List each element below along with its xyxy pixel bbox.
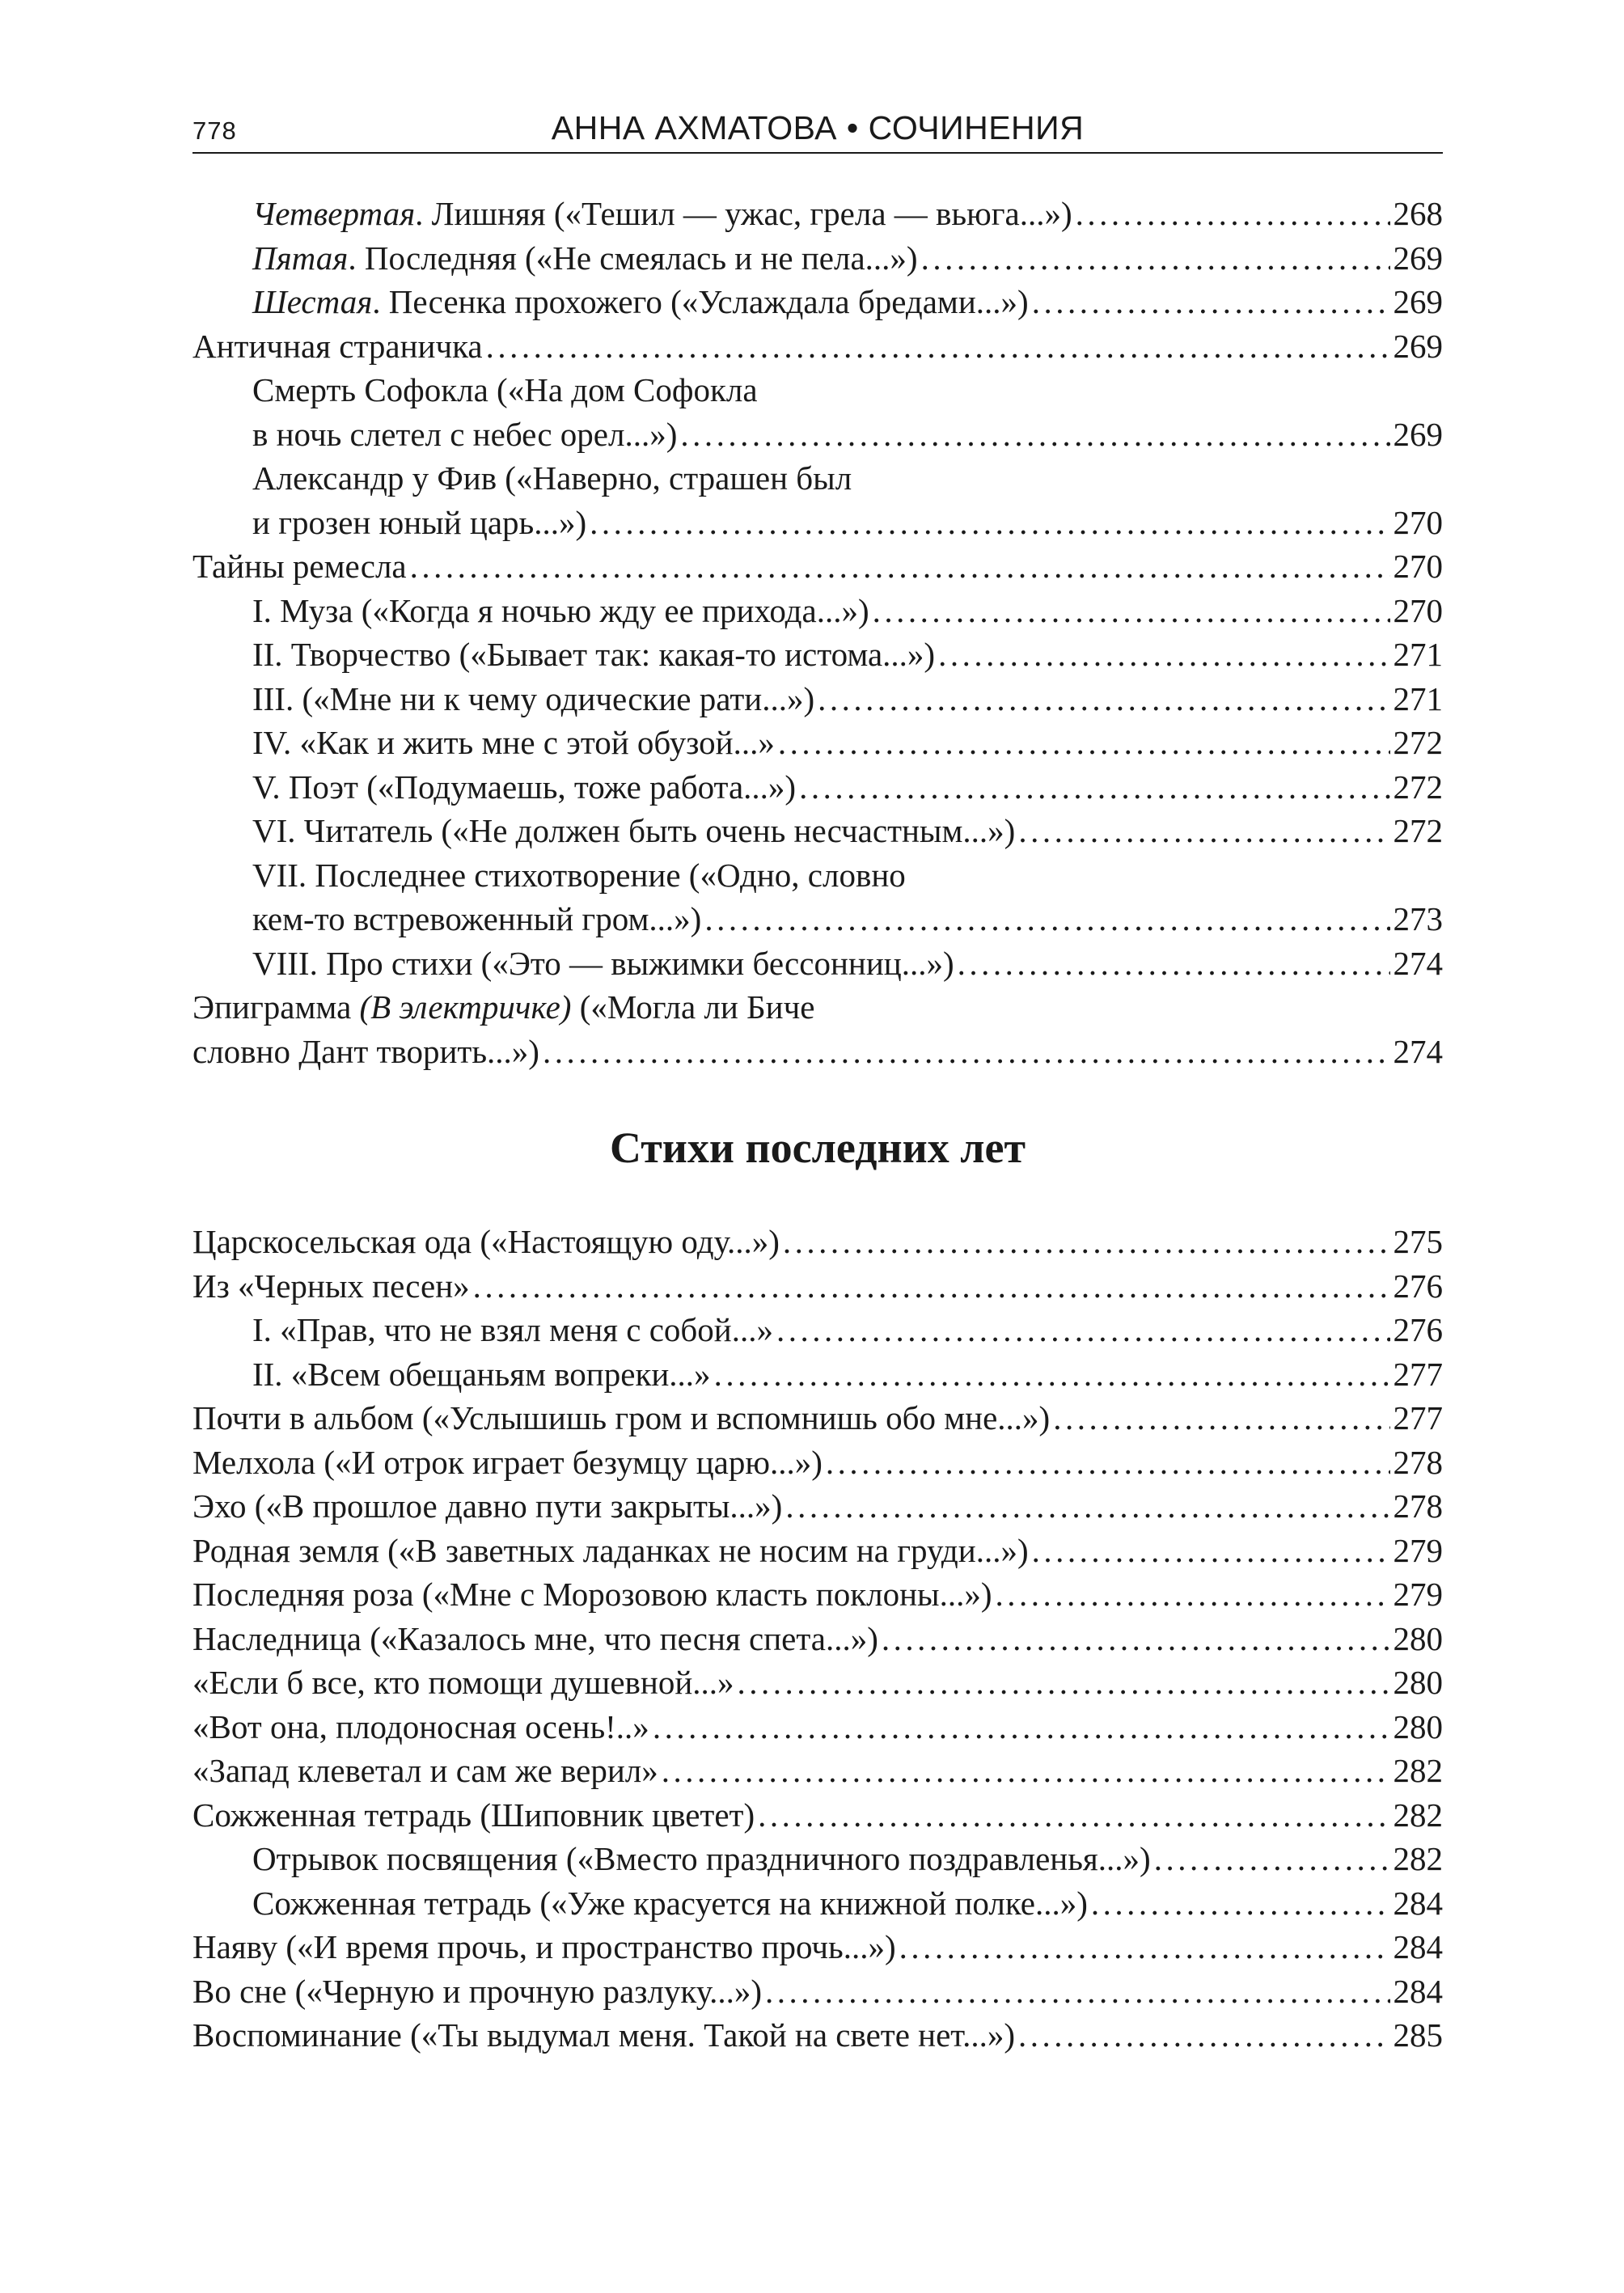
toc-entry-page: 280 (1393, 1619, 1443, 1657)
dot-leader (410, 544, 1390, 589)
toc-entry-page: 278 (1393, 1487, 1443, 1525)
dot-leader (996, 1572, 1390, 1617)
toc-entry-page: 272 (1393, 768, 1443, 806)
toc-entry (192, 1969, 1443, 2014)
toc-entry (192, 456, 1443, 501)
toc-entry (192, 941, 1443, 986)
toc-entry-title (252, 677, 814, 721)
dot-leader (680, 412, 1389, 457)
toc-entry (192, 721, 1443, 765)
toc-entry-page: 269 (1393, 415, 1443, 453)
toc-entry-text: I. Муза («Когда я ночью жду ее прихода...») (252, 591, 869, 629)
toc-entry-text: Царскосельская ода («Настоящую оду...») (192, 1223, 780, 1260)
toc-entry-page: 272 (1393, 812, 1443, 849)
toc-entry-title (192, 1484, 782, 1529)
toc-entry-text: VIII. Про стихи («Это — выжимки бессонниц...») (252, 944, 954, 982)
toc-entry-page: 268 (1393, 195, 1443, 232)
toc-entry-title (252, 765, 796, 810)
dot-leader (662, 1749, 1390, 1793)
toc-entry-text: . Последняя («Не смеялась и не пела...») (348, 239, 918, 277)
dot-leader (882, 1617, 1390, 1661)
toc-entry-text: VII. Последнее стихотворение («Одно, словно (252, 856, 906, 894)
toc-entry (192, 1441, 1443, 1485)
toc-entry-text: Эпиграмма (192, 988, 360, 1026)
toc-entry-page: 279 (1393, 1576, 1443, 1613)
dot-leader (590, 501, 1389, 545)
toc-entry-text: Александр у Фив («Наверно, страшен был (252, 459, 852, 497)
toc-entry (192, 897, 1443, 941)
toc-entry (192, 677, 1443, 721)
toc-entry (192, 1352, 1443, 1397)
toc-entry-text: V. Поэт («Подумаешь, тоже работа...») (252, 768, 797, 806)
toc-entry-title (252, 412, 677, 457)
toc-entry-page: 270 (1393, 591, 1443, 629)
toc-entry-title (192, 544, 407, 589)
toc-entry-title (252, 192, 1072, 236)
section-heading: Стихи последних лет (609, 1123, 1026, 1172)
toc-entry-page: 279 (1393, 1531, 1443, 1569)
toc-entry-text: Наследница («Казалось мне, что песня спета...») (192, 1619, 878, 1657)
toc-entry-text: «Вот она, плодоносная осень!..» (192, 1707, 649, 1745)
dot-leader (785, 1484, 1389, 1529)
toc-entry-text: Сожженная тетрадь (Шиповник цветет) (192, 1796, 755, 1834)
dot-leader (765, 1969, 1389, 2014)
toc-entry-text: Античная страничка (192, 327, 483, 365)
toc-entry-text: . Лишняя («Тешил — ужас, грела — вьюга...») (415, 195, 1072, 232)
toc-entry-page: 277 (1393, 1399, 1443, 1436)
toc-entry-italic: Пятая (252, 239, 349, 277)
toc-entry-page: 284 (1393, 1928, 1443, 1965)
toc-entry-page: 274 (1393, 1032, 1443, 1070)
toc-entry (192, 1396, 1443, 1441)
toc-entry (192, 1529, 1443, 1573)
toc-entry-text: кем-то встревоженный гром...») (252, 900, 702, 937)
toc-entry-text: IV. «Как и жить мне с этой обузой...» (252, 724, 775, 761)
toc-entry-page: 284 (1393, 1972, 1443, 2010)
toc-entry-page: 282 (1393, 1840, 1443, 1877)
dot-leader (1091, 1881, 1390, 1926)
toc-entry (192, 501, 1443, 545)
toc-entry-text: III. («Мне ни к чему одические рати...») (252, 679, 815, 717)
toc-entry-italic: Четвертая (252, 195, 416, 232)
toc-entry-text: («Могла ли Биче (571, 988, 815, 1026)
toc-entry (192, 1617, 1443, 1661)
toc-entry-text: Наяву («И время прочь, и пространство прочь...») (192, 1928, 896, 1965)
dot-leader (1032, 280, 1390, 324)
toc-entry-page: 285 (1393, 2016, 1443, 2054)
toc-entry (192, 1572, 1443, 1617)
toc-entry-text: «Запад клеветал и сам же верил» (192, 1752, 658, 1789)
toc-entry-text: Воспоминание («Ты выдумал меня. Такой на свете нет...») (192, 2016, 1016, 2054)
toc-entry-text: Мелхола («И отрок играет безумцу царю...») (192, 1443, 823, 1481)
toc-entry (192, 1484, 1443, 1529)
toc-entry-title (192, 1749, 658, 1793)
dot-leader (1053, 1396, 1389, 1441)
toc-entry (192, 809, 1443, 853)
toc-entry-page: 278 (1393, 1443, 1443, 1481)
dot-leader (714, 1352, 1390, 1397)
dot-leader (873, 589, 1390, 633)
dot-leader (738, 1661, 1390, 1705)
toc-entry (192, 1749, 1443, 1793)
toc-entry-title (252, 721, 775, 765)
toc-entry (192, 589, 1443, 633)
toc-entry-page: 280 (1393, 1707, 1443, 1745)
dot-leader (818, 677, 1389, 721)
toc-entry-title (192, 1661, 734, 1705)
toc-entry-title (252, 1308, 773, 1352)
toc-entry (192, 1264, 1443, 1309)
toc-entry (192, 324, 1443, 369)
toc-entry-page: 270 (1393, 503, 1443, 541)
toc-entry-text: и грозен юный царь...») (252, 503, 587, 541)
toc-entry-text: Отрывок посвящения («Вместо праздничного поздравленья...») (252, 1840, 1151, 1877)
toc-entry-title (252, 941, 954, 986)
toc-entry (192, 544, 1443, 589)
dot-leader (653, 1705, 1390, 1749)
dot-leader (776, 1308, 1390, 1352)
toc-entry (192, 1881, 1443, 1926)
toc-entry-title (192, 1572, 992, 1617)
toc-entry-title (252, 1881, 1088, 1926)
dot-leader (704, 897, 1389, 941)
toc-entry-title (252, 809, 1015, 853)
toc-entry-text: Смерть Софокла («На дом Софокла (252, 371, 758, 408)
toc-entry-text: Из «Черных песен» (192, 1267, 470, 1305)
dot-leader (543, 1030, 1390, 1074)
toc-entry-text: Почти в альбом («Услышишь гром и вспомнишь обо мне...») (192, 1399, 1051, 1436)
toc-entry-page: 275 (1393, 1223, 1443, 1260)
toc-entry (192, 985, 1443, 1030)
toc-entry-title (192, 2013, 1015, 2058)
toc-entry-title (192, 1969, 762, 2014)
toc-entry-text: словно Дант творить...») (192, 1032, 539, 1070)
toc-entry-title (252, 368, 758, 412)
toc-entry-text: Родная земля («В заветных ладанках не носим на груди...») (192, 1531, 1029, 1569)
toc-entry-text: Эхо («В прошлое давно пути закрыты...») (192, 1487, 783, 1525)
toc-entry (192, 1705, 1443, 1749)
dot-leader (938, 632, 1389, 677)
toc-entry-page: 269 (1393, 283, 1443, 320)
toc-entry-text: II. Творчество («Бывает так: какая-то истома...») (252, 636, 936, 673)
toc-entry-page: 282 (1393, 1752, 1443, 1789)
toc-entry (192, 2013, 1443, 2058)
toc-entry-title (252, 1837, 1151, 1881)
toc-entry (192, 1220, 1443, 1264)
dot-leader (473, 1264, 1390, 1309)
toc-entry (192, 192, 1443, 236)
toc-entry-text: II. «Всем обещаньям вопреки...» (252, 1355, 711, 1393)
toc-entry-title (192, 1030, 539, 1074)
toc-entry-text: VI. Читатель («Не должен быть очень несчастным...») (252, 812, 1016, 849)
toc-entry-page: 284 (1393, 1884, 1443, 1922)
toc-entry-title (192, 1396, 1050, 1441)
dot-leader (958, 941, 1390, 986)
toc-entry-page: 280 (1393, 1664, 1443, 1701)
toc-entry (192, 1030, 1443, 1074)
toc-entry-text: . Песенка прохожего («Услаждала бредами...») (372, 283, 1029, 320)
dot-leader (799, 765, 1389, 810)
toc-entry-title (192, 1220, 780, 1264)
toc-entry-text: «Если б все, кто помощи душевной...» (192, 1664, 734, 1701)
toc-entry-page: 277 (1393, 1355, 1443, 1393)
dot-leader (486, 324, 1390, 369)
toc-entry-title (192, 985, 814, 1030)
toc-entry-italic: (В электричке) (359, 988, 572, 1026)
toc-entry-title (192, 324, 483, 369)
toc-entry (192, 1837, 1443, 1881)
toc-entry (192, 1925, 1443, 1969)
dot-leader (783, 1220, 1390, 1264)
toc-entry-title (192, 1793, 755, 1838)
dot-leader (778, 721, 1390, 765)
toc-entry-italic: Шестая (252, 283, 373, 320)
toc-entry-page: 269 (1393, 327, 1443, 365)
dot-leader (921, 236, 1390, 281)
toc-entry-text: в ночь слетел с небес орел...») (252, 415, 678, 453)
toc-block-1 (192, 192, 1443, 1073)
toc-entry (192, 1793, 1443, 1838)
toc-entry-title (252, 589, 869, 633)
dot-leader (1018, 809, 1389, 853)
toc-entry-title (252, 280, 1029, 324)
dot-leader (899, 1925, 1390, 1969)
toc-entry (192, 280, 1443, 324)
toc-entry-text: I. «Прав, что не взял меня с собой...» (252, 1311, 773, 1348)
toc-entry-page: 276 (1393, 1311, 1443, 1348)
toc-entry-title (252, 456, 852, 501)
toc-entry (192, 368, 1443, 412)
toc-entry-title (192, 1705, 649, 1749)
toc-entry-page: 270 (1393, 548, 1443, 585)
toc-entry-title (252, 632, 935, 677)
toc-entry-title (252, 853, 906, 898)
toc-entry-title (252, 236, 918, 281)
toc-entry-title (192, 1264, 470, 1309)
dot-leader (1154, 1837, 1390, 1881)
toc-entry-text: Последняя роза («Мне с Морозовою класть поклоны...») (192, 1576, 992, 1613)
toc-entry-title (192, 1529, 1029, 1573)
toc-entry-page: 271 (1393, 636, 1443, 673)
toc-entry-text: Во сне («Черную и прочную разлуку...») (192, 1972, 763, 2010)
toc-entry (192, 765, 1443, 810)
toc-entry-page: 269 (1393, 239, 1443, 277)
toc-entry-page: 276 (1393, 1267, 1443, 1305)
toc-entry (192, 412, 1443, 457)
toc-entry-page: 271 (1393, 679, 1443, 717)
toc-entry-text: Сожженная тетрадь («Уже красуется на книжной полке...») (252, 1884, 1088, 1922)
toc-entry-page: 272 (1393, 724, 1443, 761)
toc-entry-page: 273 (1393, 900, 1443, 937)
page-header (192, 104, 1443, 154)
toc-entry-title (252, 1352, 711, 1397)
dot-leader (1032, 1529, 1390, 1573)
dot-leader (826, 1441, 1390, 1485)
dot-leader (758, 1793, 1389, 1838)
dot-leader (1076, 192, 1390, 236)
toc-entry-text: Тайны ремесла (192, 548, 407, 585)
toc-entry-page: 274 (1393, 944, 1443, 982)
toc-entry (192, 236, 1443, 281)
toc-entry (192, 632, 1443, 677)
toc-entry (192, 1308, 1443, 1352)
toc-entry-title (252, 501, 586, 545)
toc-entry-title (192, 1617, 878, 1661)
toc-entry-title (192, 1441, 823, 1485)
toc-block-2 (192, 1220, 1443, 2058)
toc-entry-title (252, 897, 701, 941)
toc-entry-page: 282 (1393, 1796, 1443, 1834)
dot-leader (1018, 2013, 1389, 2058)
toc-entry (192, 853, 1443, 898)
page-number: 778 (192, 116, 237, 145)
running-title: АННА АХМАТОВА • СОЧИНЕНИЯ (551, 109, 1085, 146)
toc-entry (192, 1661, 1443, 1705)
toc-entry-title (192, 1925, 896, 1969)
